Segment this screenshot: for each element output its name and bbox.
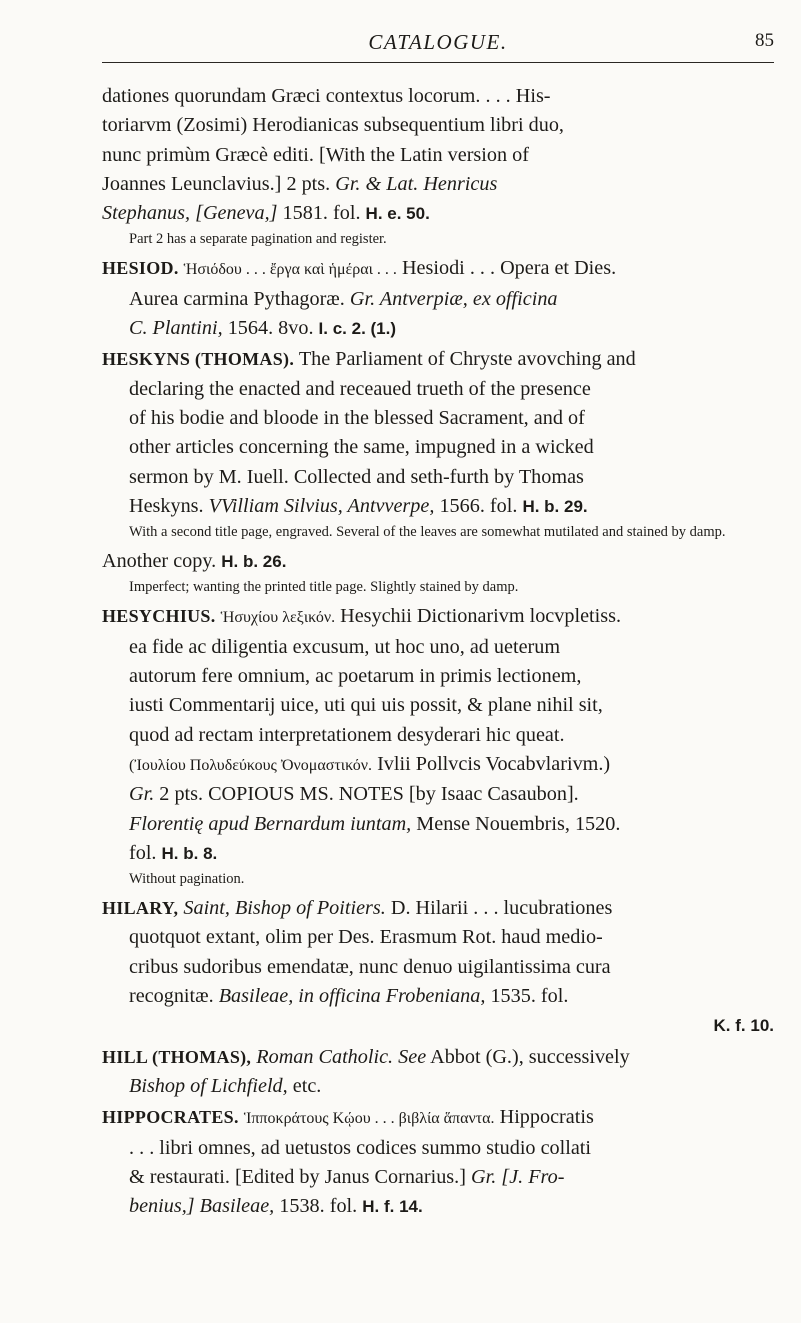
entry-heading: HIPPOCRATES.	[102, 1107, 239, 1128]
entry-line: Heskyns.	[129, 494, 204, 517]
entry-line: ea fide ac diligentia excusum, ut hoc uno, ad ueterum	[129, 635, 561, 658]
imprint-place: VVilliam Silvius, Antvverpe,	[208, 494, 435, 517]
imprint-place: Basileae, in officina Frobeniana,	[218, 985, 486, 1008]
greek-title: Ἱπποκράτους Κῴου . . . βιβλία ἅπαντα.	[243, 1110, 495, 1128]
entry-line: . . . libri omnes, ad uetustos codices summo studio collati	[129, 1136, 592, 1159]
imprint-place: Stephanus, [Geneva,]	[102, 202, 278, 225]
entry-hesychius	[102, 602, 774, 868]
entry-line: etc.	[292, 1074, 322, 1097]
entry-line: cribus sudoribus emendatæ, nunc denuo uigilantissima cura	[129, 955, 611, 978]
imprint-date: 1538. fol.	[279, 1195, 358, 1218]
entry-line: Ivlii Pollvcis Vocabvlarivm.)	[377, 752, 611, 775]
entry-heskyns	[102, 345, 774, 521]
shelfmark: H. e. 50.	[365, 204, 430, 224]
entry-line: Aurea carmina Pythagoræ.	[129, 287, 345, 310]
entry-line: of his bodie and bloode in the blessed Sacrament, and of	[129, 406, 585, 429]
shelfmark: H. b. 29.	[522, 496, 588, 516]
entry-line: Joannes Leunclavius.] 2 pts.	[102, 172, 331, 195]
entry-title: D. Hilarii . . . lucubrationes	[390, 897, 613, 920]
entry-heading: HILARY,	[102, 898, 179, 919]
page-number: 85	[755, 30, 774, 51]
imprint-place: Gr. Antverpiæ, ex officina	[349, 287, 558, 310]
shelfmark: H. b. 8.	[161, 843, 218, 863]
header-rule	[102, 62, 774, 63]
running-title: CATALOGUE.	[368, 30, 508, 54]
entry-heading: HESIOD.	[102, 258, 179, 279]
imprint-date: 1581. fol.	[282, 202, 361, 225]
language: Gr. & Lat.	[335, 172, 419, 195]
imprint-place: benius,] Basileae,	[129, 1195, 275, 1218]
entry-title: Hesiodi . . . Opera et Dies.	[401, 257, 617, 280]
printer: C. Plantini,	[129, 317, 223, 340]
entry-heading: HESKYNS (THOMAS).	[102, 349, 295, 370]
shelfmark: K. f. 10.	[713, 1016, 774, 1036]
entry-continuation	[102, 82, 774, 228]
entry-line: toriarvm (Zosimi) Herodianicas subsequentium libri duo,	[102, 114, 564, 137]
entry-hippocrates	[102, 1103, 774, 1221]
entry-line: recognitæ.	[129, 985, 214, 1008]
imprint-date: 1564. 8vo.	[227, 317, 314, 340]
imprint-date: 1566. fol.	[439, 494, 518, 517]
entry-line: dationes quorundam Græci contextus locorum. . . . His-	[102, 85, 551, 107]
entry-title: Hippocratis	[499, 1106, 594, 1129]
greek-title: Ἡσιόδου . . . ἔργα καὶ ἡμέραι . . .	[183, 261, 397, 279]
entry-note: Part 2 has a separate pagination and register.	[129, 231, 387, 248]
entry-title: Hesychii Dictionarivm locvpletiss.	[340, 605, 621, 628]
entry-note: With a second title page, engraved. Several of the leaves are somewhat mutilated and stained by damp.	[129, 524, 726, 541]
language: Gr.	[129, 783, 155, 806]
entry-hilary	[102, 894, 774, 1040]
entry-heading: HESYCHIUS.	[102, 606, 216, 627]
entry-line: declaring the enacted and receaued trueth of the presence	[129, 377, 591, 400]
greek-title: (Ἰουλίου Πολυδεύκους Ὀνομαστικόν.	[129, 756, 373, 774]
entry-line: 2 pts. COPIOUS MS. NOTES [by Isaac Casaubon].	[159, 783, 579, 806]
entry-line: quod ad rectam interpretationem desyderari hic queat.	[129, 723, 565, 746]
entry-line: quotquot extant, olim per Des. Erasmum Rot. haud medio-	[129, 926, 603, 949]
entry-note: Imperfect; wanting the printed title page. Slightly stained by damp.	[129, 579, 519, 596]
shelfmark: H. b. 26.	[221, 552, 287, 572]
entry-line: The Parliament of Chryste avovching and	[298, 348, 636, 371]
entry-qualifier: Roman Catholic.	[256, 1045, 394, 1068]
entry-line: other articles concerning the same, impugned in a wicked	[129, 436, 594, 459]
shelfmark: I. c. 2. (1.)	[318, 319, 397, 339]
language: Gr.	[471, 1165, 497, 1188]
printer: [J. Fro-	[501, 1165, 565, 1188]
entry-hill	[102, 1043, 774, 1102]
entry-heading: HILL (THOMAS),	[102, 1046, 252, 1067]
entry-line: autorum fere omnium, ac poetarum in primis lectionem,	[129, 665, 582, 688]
see-reference: See	[398, 1045, 427, 1068]
entry-line: Another copy.	[102, 550, 217, 573]
entry-heskyns-copy	[102, 547, 774, 576]
entry-hesiod	[102, 254, 774, 343]
entry-line: iusti Commentarij uice, uti qui uis possit, & plane nihil sit,	[129, 694, 603, 717]
entry-line: nunc primùm Græcè editi. [With the Latin version of	[102, 143, 529, 166]
entry-note: Without pagination.	[129, 871, 245, 888]
entry-line: sermon by M. Iuell. Collected and seth-furth by Thomas	[129, 465, 584, 488]
imprint-date: Mense Nouembris, 1520.	[416, 812, 621, 835]
imprint-place: Florentię apud Bernardum iuntam,	[129, 812, 412, 835]
imprint-date: 1535. fol.	[490, 985, 569, 1008]
catalogue-body	[102, 82, 774, 1223]
entry-line: & restaurati. [Edited by Janus Cornarius.]	[129, 1165, 466, 1188]
entry-line: Abbot (G.), successively	[430, 1045, 630, 1068]
entry-qualifier: Saint, Bishop of Poitiers.	[183, 897, 386, 920]
greek-title: Ἡσυχίου λεξικόν.	[220, 609, 336, 627]
running-head	[102, 26, 774, 66]
editor: Henricus	[423, 172, 498, 195]
entry-line: Bishop of Lichfield,	[129, 1074, 288, 1097]
shelfmark: H. f. 14.	[362, 1197, 423, 1217]
imprint-format: fol.	[129, 841, 157, 864]
